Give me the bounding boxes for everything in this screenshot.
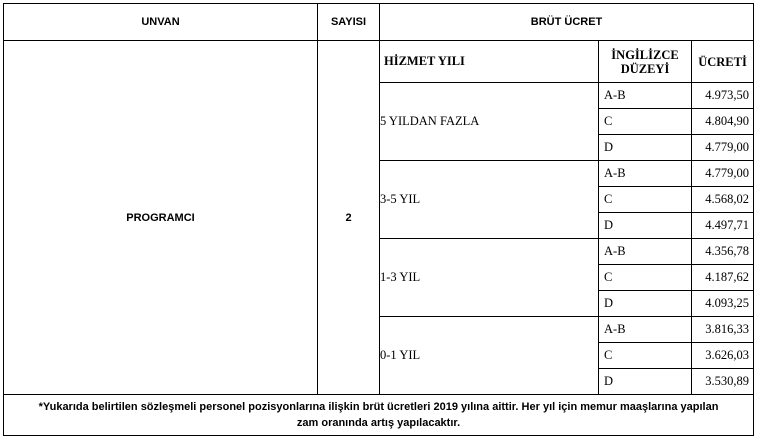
footnote-row [4, 395, 754, 436]
header-row [4, 4, 754, 41]
salary-amount-cell: 3.530,89 [692, 369, 754, 395]
salary-amount-cell: 4.804,90 [692, 109, 754, 135]
service-years-cell: 3-5 YIL [380, 161, 599, 239]
salary-amount-cell: 4.779,00 [692, 135, 754, 161]
english-level-cell: D [599, 213, 692, 239]
header-sayisi: SAYISI [318, 4, 380, 41]
salary-amount-cell: 3.816,33 [692, 317, 754, 343]
subheader-ingilizce-line1: İNGİLİZCE [611, 47, 679, 62]
footnote-line1: *Yukarıda belirtilen sözleşmeli personel pozisyonlarına ilişkin brüt ücretleri 2019 yılına aittir. Her yıl için memur maaşlarına yapılan [38, 401, 719, 413]
service-years-cell: 5 YILDAN FAZLA [380, 83, 599, 161]
salary-amount-cell: 4.356,78 [692, 239, 754, 265]
subheader-row [4, 41, 754, 83]
salary-amount-cell: 4.093,25 [692, 291, 754, 317]
english-level-cell: D [599, 135, 692, 161]
subheader-ingilizce-duzeyi [599, 41, 692, 83]
english-level-cell: D [599, 369, 692, 395]
english-level-cell: D [599, 291, 692, 317]
position-count: 2 [318, 41, 380, 395]
english-level-cell: C [599, 109, 692, 135]
english-level-cell: C [599, 187, 692, 213]
salary-amount-cell: 4.973,50 [692, 83, 754, 109]
english-level-cell: A-B [599, 83, 692, 109]
english-level-cell: C [599, 343, 692, 369]
footnote-line2: zam oranında artış yapılacaktır. [296, 417, 461, 429]
header-brut-ucret: BRÜT ÜCRET [380, 4, 754, 41]
salary-amount-cell: 4.187,62 [692, 265, 754, 291]
subheader-ingilizce-line2: DÜZEYİ [620, 61, 670, 76]
english-level-cell: A-B [599, 161, 692, 187]
header-unvan: UNVAN [4, 4, 318, 41]
position-title: PROGRAMCI [4, 41, 318, 395]
salary-amount-cell: 4.779,00 [692, 161, 754, 187]
english-level-cell: C [599, 265, 692, 291]
english-level-cell: A-B [599, 317, 692, 343]
footnote [4, 395, 754, 436]
english-level-cell: A-B [599, 239, 692, 265]
subheader-ucreti: ÜCRETİ [692, 41, 754, 83]
salary-amount-cell: 4.568,02 [692, 187, 754, 213]
subheader-hizmet-yili: HİZMET YILI [380, 41, 599, 83]
salary-table [3, 3, 754, 436]
service-years-cell: 1-3 YIL [380, 239, 599, 317]
salary-amount-cell: 3.626,03 [692, 343, 754, 369]
salary-amount-cell: 4.497,71 [692, 213, 754, 239]
service-years-cell: 0-1 YIL [380, 317, 599, 395]
